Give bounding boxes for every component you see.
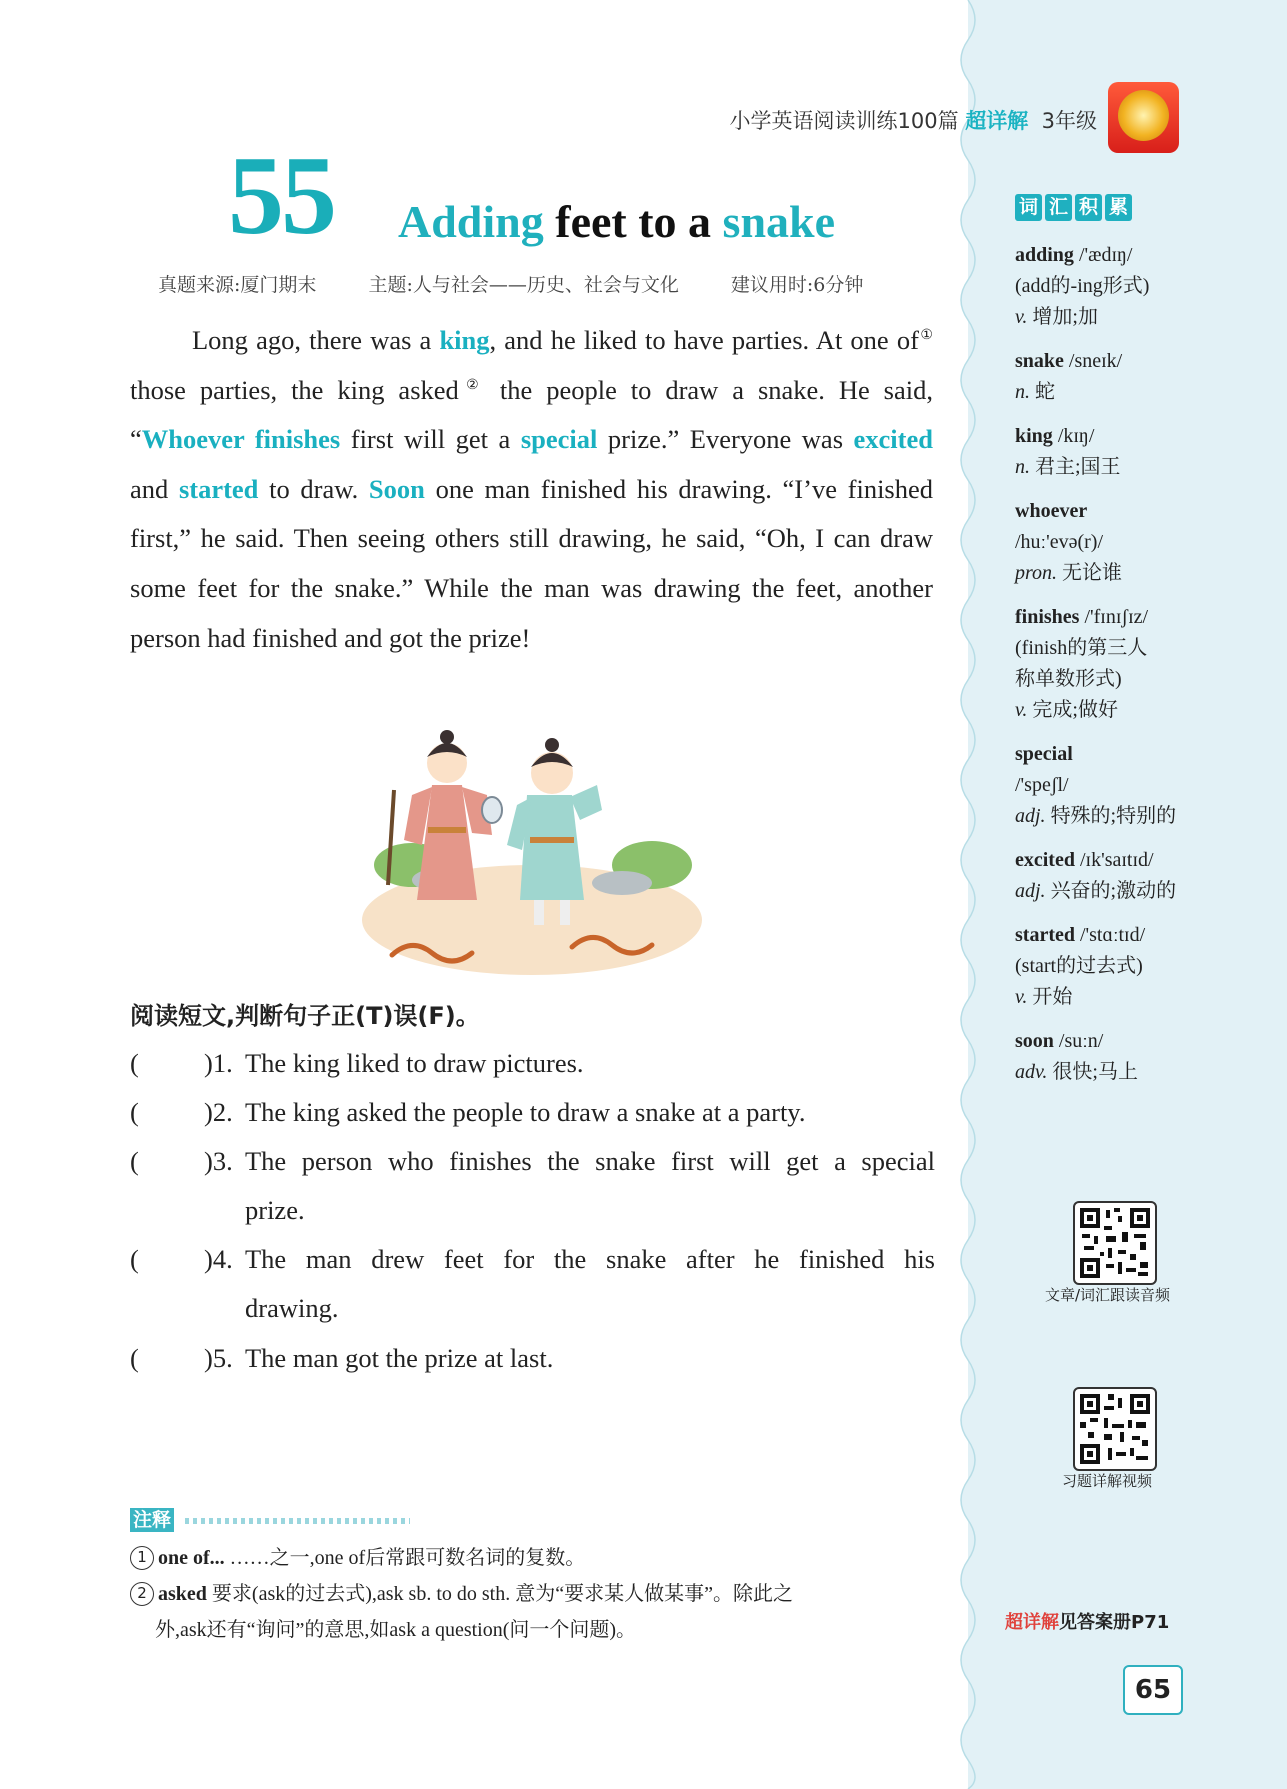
title-part-2: feet to a	[543, 196, 723, 247]
vocab-note: /'speʃl/	[1015, 774, 1069, 796]
vocab-phonetic: /'fɪnɪʃɪz/	[1079, 606, 1149, 628]
answer-blank[interactable]: (	[130, 1146, 139, 1176]
vocab-note: (add的-ing形式)	[1015, 275, 1150, 297]
vocab-title-char: 词	[1015, 194, 1042, 221]
vocab-entry	[1015, 346, 1185, 408]
qr-code-icon	[1078, 1206, 1152, 1280]
lesson-title	[398, 195, 835, 248]
vocab-meaning: 兴奋的;激动的	[1045, 880, 1177, 902]
audio-qr-caption: 文章/词汇跟读音频	[1045, 1286, 1171, 1304]
answer-ref-series: 超详解	[1005, 1612, 1059, 1633]
passage-text: and	[130, 473, 179, 504]
note-item	[130, 1540, 940, 1576]
vocab-entry	[1015, 240, 1185, 333]
note-reference: ②	[458, 377, 486, 393]
vocab-entry	[1015, 1026, 1185, 1088]
note-item-continued: 外,ask还有“询问”的意思,如ask a question(问一个问题)。	[155, 1619, 637, 1641]
vocab-phonetic: /suːn/	[1053, 1030, 1104, 1052]
vocab-word: finishes	[1015, 606, 1080, 628]
vocab-note: 称单数形式)	[1015, 668, 1122, 690]
vocab-entry	[1015, 845, 1185, 907]
question-text: The king asked the people to draw a snake at a party.	[245, 1097, 806, 1127]
question-text: The person who finishes the snake first will get a special	[245, 1146, 935, 1176]
note-text: ……之一,one of后常跟可数名词的复数。	[224, 1547, 586, 1569]
vocab-title-char: 累	[1105, 194, 1132, 221]
vocab-meaning: 开始	[1027, 986, 1073, 1008]
vocab-title	[1015, 194, 1135, 221]
vocab-word: excited	[1015, 849, 1075, 871]
passage-text: Long ago, there was a	[192, 325, 440, 355]
passage-paragraph	[130, 316, 933, 663]
vocab-note: (start的过去式)	[1015, 955, 1143, 977]
book-title: 小学英语阅读训练100篇	[729, 109, 959, 133]
vocab-meaning: 蛇	[1030, 381, 1055, 403]
vocab-phonetic: /'ædɪŋ/	[1073, 244, 1133, 266]
story-illustration	[352, 715, 712, 985]
vocab-word: king	[1015, 425, 1053, 447]
notes-label: 注释	[130, 1508, 174, 1532]
answer-blank[interactable]: (	[130, 1097, 139, 1127]
notes-divider	[185, 1518, 410, 1524]
question-number: )5.	[204, 1343, 233, 1373]
title-part-3: snake	[722, 196, 836, 247]
note-item	[130, 1576, 940, 1612]
question-number: )1.	[204, 1048, 233, 1078]
vocab-note: /huː'evə(r)/	[1015, 531, 1104, 553]
vocab-word: special	[1015, 743, 1073, 765]
vocab-phonetic: /kɪŋ/	[1052, 425, 1095, 447]
question-text: The king liked to draw pictures.	[245, 1048, 584, 1078]
answer-blank[interactable]: (	[130, 1048, 139, 1078]
vocab-entry	[1015, 602, 1185, 726]
vocab-word: adding	[1015, 244, 1074, 266]
vocab-pos: n.	[1015, 381, 1030, 403]
passage-text: those parties, the king asked	[130, 374, 459, 405]
question-number: )4.	[204, 1244, 233, 1274]
passage-text: the people to draw a snake. He said, “	[130, 374, 933, 455]
audio-qr-code[interactable]	[1073, 1201, 1157, 1285]
vocab-pos: adj.	[1015, 805, 1046, 827]
vocab-meaning: 无论谁	[1057, 562, 1123, 584]
vocab-meaning: 增加;加	[1027, 306, 1098, 328]
vocab-word: started	[1015, 924, 1075, 946]
question-number: )2.	[204, 1097, 233, 1127]
vocab-pos: adj.	[1015, 880, 1046, 902]
page-number: 65	[1123, 1665, 1183, 1715]
vocab-meaning: 特殊的;特别的	[1045, 805, 1177, 827]
vocab-word: whoever	[1015, 500, 1088, 522]
answer-reference	[1005, 1608, 1169, 1634]
series-name: 超详解	[965, 109, 1029, 133]
passage-keyword: Whoever finishes	[141, 424, 341, 455]
question-text: The man got the prize at last.	[245, 1343, 554, 1373]
passage-keyword: started	[178, 473, 259, 504]
video-qr-code[interactable]	[1073, 1387, 1157, 1471]
passage-keyword: king	[439, 325, 490, 355]
question-number: )3.	[204, 1146, 233, 1176]
vocab-note: (finish的第三人	[1015, 637, 1148, 659]
passage-text: to draw.	[258, 473, 369, 504]
title-part-1: Adding	[398, 196, 544, 247]
vocab-meaning: 很快;马上	[1047, 1061, 1138, 1083]
vocab-title-char: 汇	[1045, 194, 1072, 221]
note-marker: 1	[130, 1546, 154, 1570]
vocab-list	[1015, 240, 1185, 1101]
passage-text: prize.” Everyone was	[597, 424, 854, 455]
vocab-pos: v.	[1015, 699, 1028, 721]
note-term: one of...	[158, 1547, 225, 1569]
source-label: 真题来源:厦门期末	[158, 274, 317, 296]
theme-label: 主题:人与社会——历史、社会与文化	[368, 274, 679, 296]
passage-keyword: special	[520, 424, 598, 455]
wave-border	[952, 0, 982, 1789]
lesson-number: 55	[228, 134, 334, 258]
vocab-pos: pron.	[1015, 562, 1058, 584]
vocab-entry	[1015, 421, 1185, 483]
vocab-pos: v.	[1015, 986, 1028, 1008]
vocab-entry	[1015, 739, 1185, 832]
grade-label: 3年级	[1041, 109, 1097, 133]
vocab-word: snake	[1015, 350, 1064, 372]
passage-keyword: Soon	[368, 473, 425, 504]
vocab-pos: n.	[1015, 456, 1030, 478]
reading-passage	[130, 316, 933, 663]
note-reference: ①	[918, 328, 933, 344]
questions-heading: 阅读短文,判断句子正(T)误(F)。	[130, 1002, 480, 1030]
vocab-pos: adv.	[1015, 1061, 1048, 1083]
question-text-continued: drawing.	[245, 1293, 339, 1323]
passage-keyword: excited	[853, 424, 933, 455]
vocab-meaning: 君主;国王	[1030, 456, 1121, 478]
answer-blank[interactable]: (	[130, 1244, 139, 1274]
vocab-pos: v.	[1015, 306, 1028, 328]
time-label: 建议用时:6分钟	[730, 274, 864, 296]
publisher-logo	[1108, 82, 1179, 153]
vocab-entry	[1015, 496, 1185, 589]
video-qr-caption: 习题详解视频	[1062, 1472, 1153, 1490]
vocab-meaning: 完成;做好	[1027, 699, 1118, 721]
vocab-phonetic: /'stɑːtɪd/	[1074, 924, 1146, 946]
vocab-word: soon	[1015, 1030, 1054, 1052]
note-marker: 2	[130, 1582, 154, 1606]
lesson-meta	[158, 270, 909, 297]
answer-ref-text: 见答案册	[1059, 1612, 1131, 1633]
answer-blank[interactable]: (	[130, 1343, 139, 1373]
note-text: 要求(ask的过去式),ask sb. to do sth. 意为“要求某人做某事”。除此之	[206, 1583, 793, 1605]
qr-code-icon	[1078, 1392, 1152, 1466]
vocab-title-char: 积	[1075, 194, 1102, 221]
answer-ref-page: P71	[1131, 1612, 1170, 1633]
passage-text: first will get a	[340, 424, 521, 455]
passage-text: one man finished his drawing. “I’ve finished first,” he said. Then seeing others still drawing, he said, “Oh, I can draw some feet for the snake.” While the man was drawing the feet, another person had finished and got the prize!	[130, 473, 934, 653]
vocab-entry	[1015, 920, 1185, 1013]
book-header	[729, 105, 1097, 135]
vocab-phonetic: /sneɪk/	[1063, 350, 1123, 372]
question-text: The man drew feet for the snake after he finished his	[245, 1244, 935, 1274]
passage-text: , and he liked to have parties. At one of	[489, 325, 919, 355]
question-text-continued: prize.	[245, 1195, 305, 1225]
note-term: asked	[158, 1583, 207, 1605]
vocab-phonetic: /ɪk'saɪtɪd/	[1074, 849, 1154, 871]
